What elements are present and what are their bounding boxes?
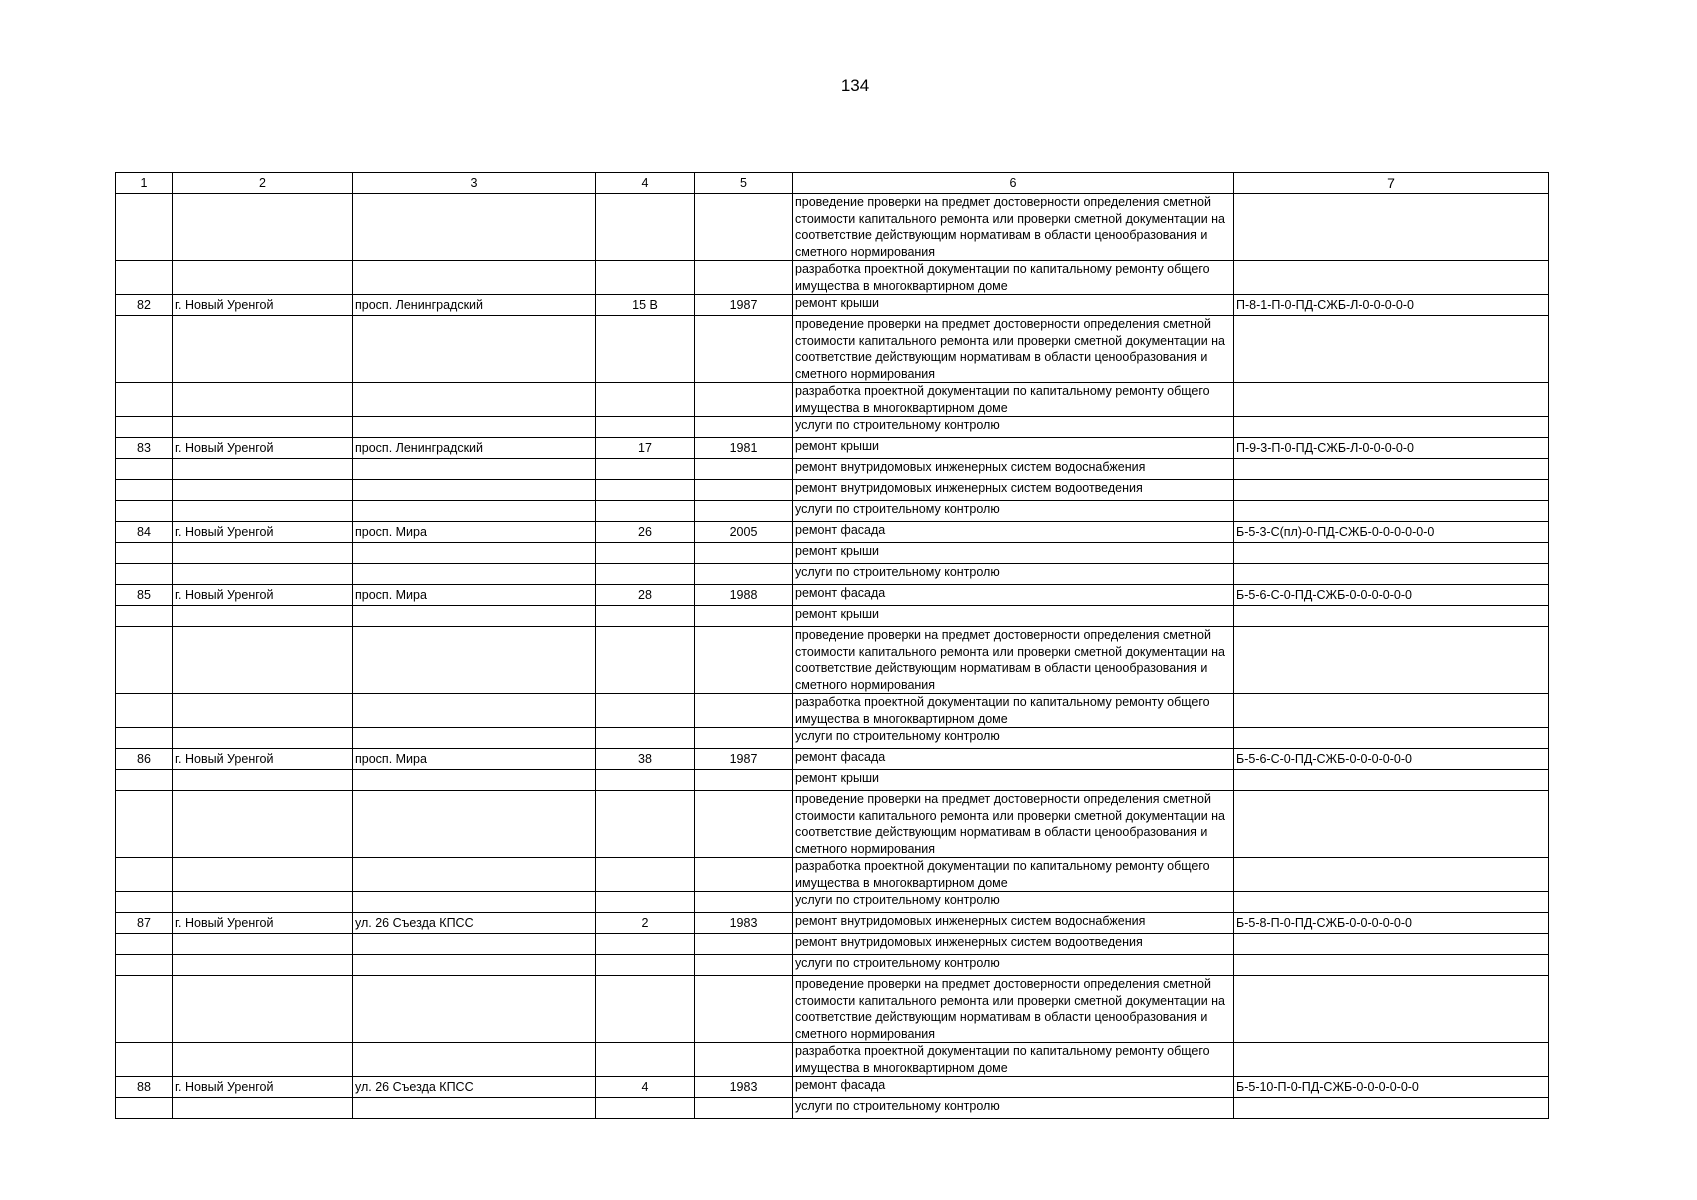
- house-number-cell: [596, 858, 695, 892]
- building-code-cell: [1234, 501, 1549, 522]
- building-code-cell: [1234, 627, 1549, 694]
- row-number-cell: [116, 627, 173, 694]
- street-cell: [353, 892, 596, 913]
- year-cell: [695, 627, 793, 694]
- year-cell: [695, 501, 793, 522]
- city-cell: [173, 1098, 353, 1119]
- row-number-cell: 87: [116, 913, 173, 934]
- house-number-cell: 28: [596, 585, 695, 606]
- street-cell: [353, 383, 596, 417]
- street-cell: [353, 1098, 596, 1119]
- building-code-cell: Б-5-6-С-0-ПД-СЖБ-0-0-0-0-0-0: [1234, 585, 1549, 606]
- work-type-cell: проведение проверки на предмет достоверности определения сметной стоимости капитального ремонта или проверки сметной документации на соответствие действующим нормативам в области ценообразования и сметного нормирования: [793, 791, 1234, 858]
- work-type-cell: услуги по строительному контролю: [793, 564, 1234, 585]
- column-header: 3: [353, 173, 596, 194]
- row-number-cell: 86: [116, 749, 173, 770]
- city-cell: [173, 791, 353, 858]
- city-cell: [173, 1043, 353, 1077]
- table-row: [116, 1077, 1549, 1098]
- page-number: 134: [840, 76, 870, 95]
- house-number-cell: [596, 417, 695, 438]
- house-number-cell: [596, 501, 695, 522]
- street-cell: [353, 543, 596, 564]
- year-cell: [695, 417, 793, 438]
- city-cell: [173, 194, 353, 261]
- city-cell: [173, 417, 353, 438]
- house-number-cell: [596, 1043, 695, 1077]
- year-cell: [695, 955, 793, 976]
- city-cell: [173, 316, 353, 383]
- row-number-cell: [116, 976, 173, 1043]
- building-code-cell: П-9-3-П-0-ПД-СЖБ-Л-0-0-0-0-0: [1234, 438, 1549, 459]
- building-code-cell: [1234, 770, 1549, 791]
- table-row: [116, 316, 1549, 383]
- year-cell: [695, 728, 793, 749]
- building-code-cell: [1234, 976, 1549, 1043]
- table-row: [116, 728, 1549, 749]
- work-type-cell: ремонт внутридомовых инженерных систем водоснабжения: [793, 459, 1234, 480]
- year-cell: [695, 543, 793, 564]
- year-cell: [695, 1098, 793, 1119]
- building-code-cell: [1234, 606, 1549, 627]
- table-row: [116, 585, 1549, 606]
- year-cell: [695, 1043, 793, 1077]
- table-row: [116, 955, 1549, 976]
- house-number-cell: 38: [596, 749, 695, 770]
- row-number-cell: [116, 955, 173, 976]
- row-number-cell: [116, 543, 173, 564]
- row-number-cell: [116, 1098, 173, 1119]
- building-code-cell: [1234, 694, 1549, 728]
- street-cell: [353, 564, 596, 585]
- work-type-cell: услуги по строительному контролю: [793, 892, 1234, 913]
- year-cell: [695, 459, 793, 480]
- row-number-cell: [116, 316, 173, 383]
- city-cell: [173, 728, 353, 749]
- row-number-cell: [116, 1043, 173, 1077]
- city-cell: [173, 770, 353, 791]
- table-row: [116, 1043, 1549, 1077]
- house-number-cell: [596, 543, 695, 564]
- house-number-cell: [596, 194, 695, 261]
- building-code-cell: [1234, 564, 1549, 585]
- city-cell: г. Новый Уренгой: [173, 438, 353, 459]
- row-number-cell: [116, 194, 173, 261]
- building-code-cell: [1234, 383, 1549, 417]
- year-cell: [695, 261, 793, 295]
- work-type-cell: ремонт внутридомовых инженерных систем водоотведения: [793, 934, 1234, 955]
- building-code-cell: [1234, 728, 1549, 749]
- table-row: [116, 892, 1549, 913]
- capital-repair-table: [115, 172, 1549, 1119]
- work-type-cell: ремонт крыши: [793, 606, 1234, 627]
- house-number-cell: 17: [596, 438, 695, 459]
- table-row: [116, 522, 1549, 543]
- house-number-cell: [596, 770, 695, 791]
- street-cell: [353, 501, 596, 522]
- table-row: [116, 543, 1549, 564]
- row-number-cell: [116, 417, 173, 438]
- table-row: [116, 295, 1549, 316]
- house-number-cell: [596, 1098, 695, 1119]
- row-number-cell: 83: [116, 438, 173, 459]
- street-cell: просп. Мира: [353, 749, 596, 770]
- column-header: 6: [793, 173, 1234, 194]
- building-code-cell: [1234, 459, 1549, 480]
- year-cell: [695, 480, 793, 501]
- street-cell: [353, 1043, 596, 1077]
- building-code-cell: [1234, 892, 1549, 913]
- work-type-cell: услуги по строительному контролю: [793, 501, 1234, 522]
- year-cell: 2005: [695, 522, 793, 543]
- year-cell: [695, 694, 793, 728]
- column-header: 7: [1234, 173, 1549, 194]
- table-row: [116, 480, 1549, 501]
- city-cell: г. Новый Уренгой: [173, 1077, 353, 1098]
- table-row: [116, 383, 1549, 417]
- table-row: [116, 459, 1549, 480]
- table-row: [116, 749, 1549, 770]
- work-type-cell: ремонт внутридомовых инженерных систем водоснабжения: [793, 913, 1234, 934]
- year-cell: [695, 606, 793, 627]
- row-number-cell: [116, 564, 173, 585]
- column-header: 5: [695, 173, 793, 194]
- building-code-cell: [1234, 955, 1549, 976]
- house-number-cell: [596, 892, 695, 913]
- column-header: 2: [173, 173, 353, 194]
- city-cell: [173, 459, 353, 480]
- row-number-cell: [116, 480, 173, 501]
- city-cell: г. Новый Уренгой: [173, 749, 353, 770]
- work-type-cell: ремонт внутридомовых инженерных систем водоотведения: [793, 480, 1234, 501]
- street-cell: [353, 194, 596, 261]
- building-code-cell: [1234, 1098, 1549, 1119]
- table-row: [116, 606, 1549, 627]
- table-row: [116, 194, 1549, 261]
- building-code-cell: Б-5-6-С-0-ПД-СЖБ-0-0-0-0-0-0: [1234, 749, 1549, 770]
- table-row: [116, 564, 1549, 585]
- house-number-cell: [596, 627, 695, 694]
- street-cell: просп. Ленинградский: [353, 438, 596, 459]
- street-cell: [353, 627, 596, 694]
- city-cell: [173, 694, 353, 728]
- table-row: [116, 770, 1549, 791]
- house-number-cell: [596, 261, 695, 295]
- street-cell: [353, 934, 596, 955]
- building-code-cell: [1234, 261, 1549, 295]
- work-type-cell: ремонт крыши: [793, 543, 1234, 564]
- house-number-cell: [596, 316, 695, 383]
- house-number-cell: [596, 934, 695, 955]
- work-type-cell: услуги по строительному контролю: [793, 417, 1234, 438]
- building-code-cell: [1234, 316, 1549, 383]
- house-number-cell: [596, 564, 695, 585]
- city-cell: г. Новый Уренгой: [173, 585, 353, 606]
- street-cell: [353, 480, 596, 501]
- year-cell: [695, 194, 793, 261]
- work-type-cell: услуги по строительному контролю: [793, 728, 1234, 749]
- work-type-cell: ремонт фасада: [793, 749, 1234, 770]
- city-cell: [173, 383, 353, 417]
- city-cell: [173, 261, 353, 295]
- table-row: [116, 858, 1549, 892]
- year-cell: 1987: [695, 749, 793, 770]
- city-cell: г. Новый Уренгой: [173, 913, 353, 934]
- work-type-cell: ремонт фасада: [793, 522, 1234, 543]
- table-body: [116, 194, 1549, 1119]
- city-cell: [173, 934, 353, 955]
- street-cell: [353, 858, 596, 892]
- row-number-cell: 82: [116, 295, 173, 316]
- row-number-cell: [116, 791, 173, 858]
- row-number-cell: [116, 728, 173, 749]
- work-type-cell: ремонт фасада: [793, 1077, 1234, 1098]
- city-cell: г. Новый Уренгой: [173, 522, 353, 543]
- building-code-cell: [1234, 934, 1549, 955]
- column-header: 4: [596, 173, 695, 194]
- building-code-cell: [1234, 791, 1549, 858]
- street-cell: [353, 770, 596, 791]
- year-cell: [695, 770, 793, 791]
- table-row: [116, 976, 1549, 1043]
- building-code-cell: Б-5-8-П-0-ПД-СЖБ-0-0-0-0-0-0: [1234, 913, 1549, 934]
- city-cell: [173, 976, 353, 1043]
- city-cell: г. Новый Уренгой: [173, 295, 353, 316]
- house-number-cell: [596, 976, 695, 1043]
- table-row: [116, 417, 1549, 438]
- table-row: [116, 913, 1549, 934]
- table-row: [116, 791, 1549, 858]
- house-number-cell: [596, 606, 695, 627]
- street-cell: просп. Мира: [353, 522, 596, 543]
- row-number-cell: 88: [116, 1077, 173, 1098]
- table-row: [116, 1098, 1549, 1119]
- row-number-cell: [116, 261, 173, 295]
- row-number-cell: 85: [116, 585, 173, 606]
- street-cell: [353, 417, 596, 438]
- row-number-cell: [116, 606, 173, 627]
- city-cell: [173, 564, 353, 585]
- row-number-cell: 84: [116, 522, 173, 543]
- column-number-header-row: [116, 173, 1549, 194]
- row-number-cell: [116, 770, 173, 791]
- building-code-cell: Б-5-3-С(пл)-0-ПД-СЖБ-0-0-0-0-0-0: [1234, 522, 1549, 543]
- year-cell: 1988: [695, 585, 793, 606]
- street-cell: [353, 955, 596, 976]
- work-type-cell: разработка проектной документации по капитальному ремонту общего имущества в многоквартирном доме: [793, 261, 1234, 295]
- street-cell: [353, 316, 596, 383]
- row-number-cell: [116, 694, 173, 728]
- table-row: [116, 501, 1549, 522]
- work-type-cell: услуги по строительному контролю: [793, 1098, 1234, 1119]
- city-cell: [173, 501, 353, 522]
- house-number-cell: 26: [596, 522, 695, 543]
- year-cell: 1983: [695, 1077, 793, 1098]
- year-cell: [695, 383, 793, 417]
- building-code-cell: [1234, 417, 1549, 438]
- table-row: [116, 438, 1549, 459]
- street-cell: [353, 728, 596, 749]
- city-cell: [173, 892, 353, 913]
- year-cell: [695, 976, 793, 1043]
- row-number-cell: [116, 934, 173, 955]
- work-type-cell: разработка проектной документации по капитальному ремонту общего имущества в многоквартирном доме: [793, 383, 1234, 417]
- year-cell: [695, 316, 793, 383]
- house-number-cell: [596, 955, 695, 976]
- city-cell: [173, 606, 353, 627]
- work-type-cell: проведение проверки на предмет достоверности определения сметной стоимости капитального ремонта или проверки сметной документации на соответствие действующим нормативам в области ценообразования и сметного нормирования: [793, 316, 1234, 383]
- work-type-cell: ремонт крыши: [793, 295, 1234, 316]
- street-cell: [353, 694, 596, 728]
- column-header: 1: [116, 173, 173, 194]
- work-type-cell: разработка проектной документации по капитальному ремонту общего имущества в многоквартирном доме: [793, 858, 1234, 892]
- year-cell: 1983: [695, 913, 793, 934]
- row-number-cell: [116, 501, 173, 522]
- year-cell: [695, 791, 793, 858]
- house-number-cell: [596, 459, 695, 480]
- building-code-cell: [1234, 858, 1549, 892]
- street-cell: просп. Мира: [353, 585, 596, 606]
- year-cell: 1987: [695, 295, 793, 316]
- work-type-cell: ремонт крыши: [793, 438, 1234, 459]
- table-row: [116, 694, 1549, 728]
- row-number-cell: [116, 892, 173, 913]
- city-cell: [173, 480, 353, 501]
- street-cell: [353, 261, 596, 295]
- table-row: [116, 261, 1549, 295]
- work-type-cell: проведение проверки на предмет достоверности определения сметной стоимости капитального ремонта или проверки сметной документации на соответствие действующим нормативам в области ценообразования и сметного нормирования: [793, 976, 1234, 1043]
- row-number-cell: [116, 383, 173, 417]
- work-type-cell: разработка проектной документации по капитальному ремонту общего имущества в многоквартирном доме: [793, 694, 1234, 728]
- work-type-cell: разработка проектной документации по капитальному ремонту общего имущества в многоквартирном доме: [793, 1043, 1234, 1077]
- building-code-cell: [1234, 480, 1549, 501]
- house-number-cell: 2: [596, 913, 695, 934]
- house-number-cell: [596, 480, 695, 501]
- city-cell: [173, 955, 353, 976]
- work-type-cell: ремонт крыши: [793, 770, 1234, 791]
- row-number-cell: [116, 858, 173, 892]
- street-cell: [353, 976, 596, 1043]
- building-code-cell: Б-5-10-П-0-ПД-СЖБ-0-0-0-0-0-0: [1234, 1077, 1549, 1098]
- work-type-cell: ремонт фасада: [793, 585, 1234, 606]
- building-code-cell: [1234, 194, 1549, 261]
- building-code-cell: [1234, 543, 1549, 564]
- year-cell: [695, 564, 793, 585]
- work-type-cell: проведение проверки на предмет достоверности определения сметной стоимости капитального ремонта или проверки сметной документации на соответствие действующим нормативам в области ценообразования и сметного нормирования: [793, 627, 1234, 694]
- year-cell: [695, 892, 793, 913]
- table-row: [116, 934, 1549, 955]
- city-cell: [173, 543, 353, 564]
- city-cell: [173, 858, 353, 892]
- street-cell: просп. Ленинградский: [353, 295, 596, 316]
- building-code-cell: П-8-1-П-0-ПД-СЖБ-Л-0-0-0-0-0: [1234, 295, 1549, 316]
- street-cell: ул. 26 Съезда КПСС: [353, 913, 596, 934]
- street-cell: [353, 606, 596, 627]
- year-cell: [695, 858, 793, 892]
- city-cell: [173, 627, 353, 694]
- street-cell: [353, 791, 596, 858]
- house-number-cell: 15 В: [596, 295, 695, 316]
- year-cell: [695, 934, 793, 955]
- building-code-cell: [1234, 1043, 1549, 1077]
- house-number-cell: [596, 791, 695, 858]
- house-number-cell: [596, 728, 695, 749]
- year-cell: 1981: [695, 438, 793, 459]
- table-row: [116, 627, 1549, 694]
- house-number-cell: [596, 383, 695, 417]
- street-cell: [353, 459, 596, 480]
- row-number-cell: [116, 459, 173, 480]
- work-type-cell: услуги по строительному контролю: [793, 955, 1234, 976]
- street-cell: ул. 26 Съезда КПСС: [353, 1077, 596, 1098]
- house-number-cell: 4: [596, 1077, 695, 1098]
- work-type-cell: проведение проверки на предмет достоверности определения сметной стоимости капитального ремонта или проверки сметной документации на соответствие действующим нормативам в области ценообразования и сметного нормирования: [793, 194, 1234, 261]
- house-number-cell: [596, 694, 695, 728]
